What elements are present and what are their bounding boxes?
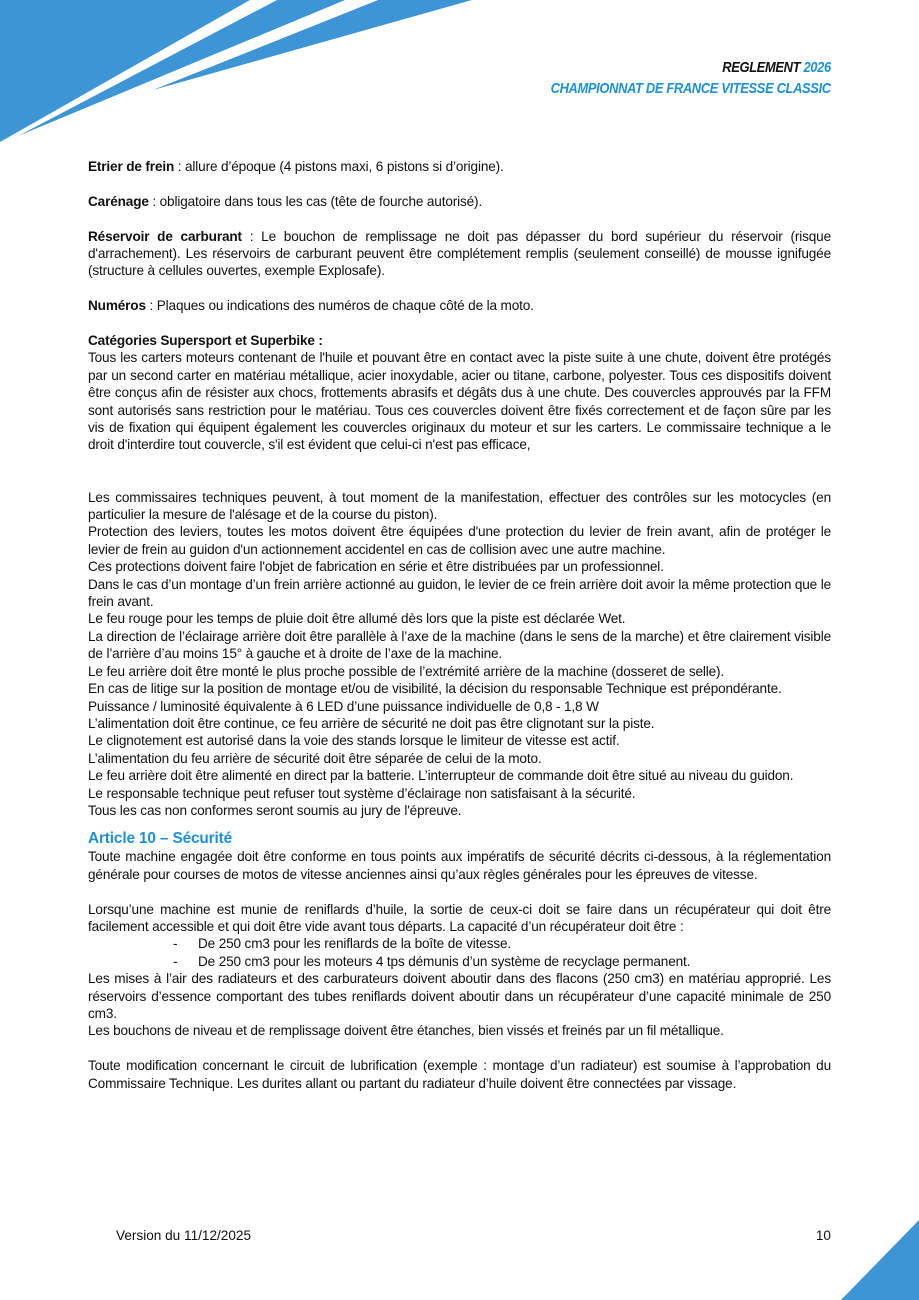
paragraph-litige: En cas de litige sur la position de montage et/ou de visibilité, la décision du responsable Technique est prépondérante. (88, 681, 782, 697)
term-label: Numéros (88, 298, 146, 314)
term-label: Réservoir de carburant (88, 228, 242, 244)
paragraph-numeros: Numéros : Plaques ou indications des numéros de chaque côté de la moto. (88, 298, 534, 314)
paragraph-feu-rouge: Le feu rouge pour les temps de pluie doit être allumé dès lors que la piste est déclarée Wet. (88, 611, 626, 627)
page-number: 10 (815, 1228, 831, 1243)
bullet-dash: - (173, 953, 178, 969)
bullet-dash: - (173, 936, 178, 952)
paragraph-frein-arriere: Dans le cas d’un montage d’un frein arrière actionné au guidon, le levier de ce frein arrière doit avoir la même protection que le frein avant. (88, 576, 831, 610)
paragraph-refus: Le responsable technique peut refuser tout système d’éclairage non satisfaisant à la sécurité. (88, 785, 636, 801)
header-title: REGLEMENT (722, 59, 801, 76)
triangle-shape (841, 1220, 919, 1300)
paragraph-feu-arriere-position: Le feu arrière doit être monté le plus proche possible de l’extrémité arrière de la machine (dosseret de selle). (88, 663, 725, 679)
paragraph-lubrification: Toute modification concernant le circuit de lubrification (exemple : montage d’un radiateur) est soumise à l’approbation du Commissaire Technique. Les durites allant ou partant du radiateur d’huile doivent être connectées par vissage. (88, 1058, 831, 1091)
document-body (88, 158, 831, 1092)
paragraph-controls: Les commissaires techniques peuvent, à tout moment de la manifestation, effectuer des contrôles sur les motocycles (en particulier la mesure de l'alésage et de la course du piston). (88, 489, 831, 523)
list-item: - De 250 cm3 pour les reniflards de la boîte de vitesse. (173, 936, 512, 952)
categories-heading: Catégories Supersport et Superbike : (88, 333, 323, 348)
paragraph-clignotement: Le clignotement est autorisé dans la voie des stands lorsque le limiteur de vitesse est actif. (88, 733, 620, 749)
paragraph-protections: Ces protections doivent faire l'objet de fabrication en série et être distribuées par un professionnel. (88, 559, 664, 575)
paragraph-reniflards: Lorsqu’une machine est munie de reniflards d’huile, la sortie de ceux-ci doit se faire dans un récupérateur qui doit être facilement accessible et qui doit être vide avant tous départs. La capacité d’un récupérateur doit être : (88, 901, 831, 934)
paragraph-puissance: Puissance / luminosité équivalente à 6 LED d’une puissance individuelle de 0,8 - 1,8 W (88, 698, 599, 714)
paragraph-reservoir: Réservoir de carburant : Le bouchon de remplissage ne doit pas dépasser du bord supérieur du réservoir (risque d'arrachement). Les réservoirs de carburant peuvent être complétement remplis (seulement conseillé) de mousse ignifugée (structure à cellules ouvertes, exemple Explosafe). (88, 228, 831, 279)
footer-version: Version du 11/12/2025 (116, 1228, 252, 1243)
header-stripes-decoration (0, 0, 480, 145)
paragraph-mises-air: Les mises à l’air des radiateurs et des carburateurs doivent aboutir dans des flacons (250 cm3) en matériau approprié. Les réservoirs d’essence comportant des tubes reniflards doivent aboutir dans un récupérateur d’une capacité minimale de 250 cm3. (88, 971, 831, 1021)
paragraph-leviers: Protection des leviers, toutes les motos doivent être équipées d'une protection du levier de frein avant, afin de protéger le levier de frein au guidon d'un actionnement accidentel en cas de collision avec une autre machine. (88, 524, 831, 557)
paragraph-jury: Tous les cas non conformes seront soumis au jury de l'épreuve. (88, 802, 462, 818)
paragraph-etrier: Etrier de frein : allure d’époque (4 pistons maxi, 6 pistons si d’origine). (88, 159, 504, 174)
paragraph-batterie: Le feu arrière doit être alimenté en direct par la batterie. L’interrupteur de commande doit être situé au niveau du guidon. (88, 768, 794, 784)
paragraph-categories: Tous les carters moteurs contenant de l'huile et pouvant être en contact avec la piste suite à une chute, doivent être protégés par un second carter en matériau métallique, acier inoxydable, acier ou titane, carbone, polyester. Tous ces dispositifs doivent être conçus afin de résister aux chocs, frottements abrasifs et dégâts dus à une chute. Des couvercles approuvés par la FFM sont autorisés sans restriction pour le matériau. Tous ces couvercles doivent être fixés correctement et de façon sûre par les vis de fixation qui équipent également les couvercles originaux du moteur et sur les carters. Le commissaire technique a le droit d'interdire tout couvercle, s'il est évident que celui-ci n'est pas efficace, (88, 350, 831, 453)
article-10-heading: Article 10 – Sécurité (88, 830, 232, 848)
list-item: - De 250 cm3 pour les moteurs 4 tps démunis d’un système de recyclage permanent. (173, 953, 691, 969)
header-year: 2026 (803, 59, 831, 76)
document-header (551, 57, 831, 99)
paragraph-alimentation-separee: L’alimentation du feu arrière de sécurité doit être séparée de celui de la moto. (88, 750, 542, 766)
paragraph-carenage: Carénage : obligatoire dans tous les cas (tête de fourche autorisé). (88, 193, 483, 209)
paragraph-article10-intro: Toute machine engagée doit être conforme en tous points aux impératifs de sécurité décrits ci-dessous, à la réglementation générale pour courses de motos de vitesse anciennes ainsi qu’aux règles générales pour les épreuves de vitesse. (88, 849, 831, 882)
header-subtitle: CHAMPIONNAT DE FRANCE VITESSE CLASSIC (550, 80, 831, 97)
paragraph-bouchons: Les bouchons de niveau et de remplissage doivent être étanches, bien vissés et freinés par un fil métallique. (88, 1023, 724, 1039)
paragraph-alimentation-continue: L’alimentation doit être continue, ce feu arrière de sécurité ne doit pas être clignotant sur la piste. (88, 715, 655, 731)
term-label: Carénage (88, 193, 149, 209)
term-label: Etrier de frein (88, 159, 175, 174)
footer-triangle-decoration (819, 1220, 919, 1300)
paragraph-direction-eclairage: La direction de l’éclairage arrière doit être parallèle à l’axe de la machine (dans le sens de la marche) et être clairement visible de l’arrière d’au moins 15° à gauche et à droite de l’axe de la machine. (88, 628, 831, 662)
